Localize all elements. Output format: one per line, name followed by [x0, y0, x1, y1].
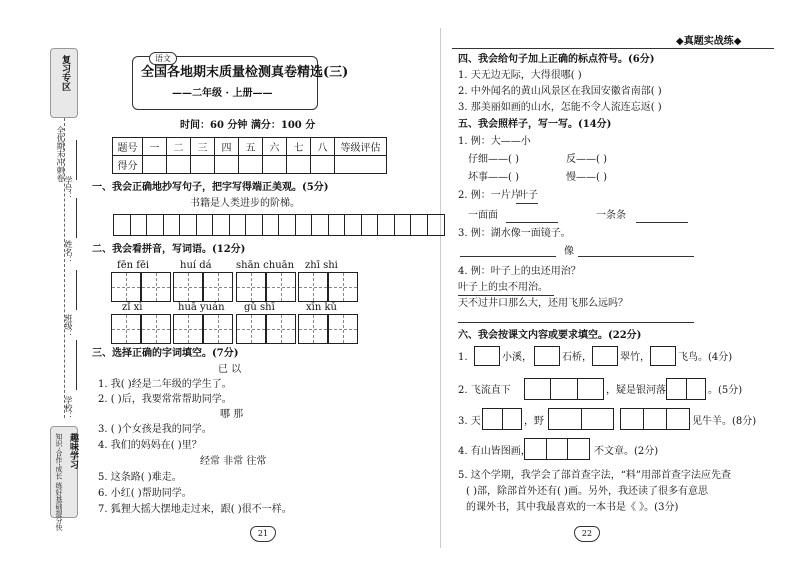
fill-text: 2. 飞流直下 [458, 385, 511, 396]
fill-box-group[interactable] [620, 408, 690, 430]
example-line: 3. 例：湖水像一面镜子。 [458, 228, 571, 239]
binding-cut-line [64, 118, 65, 418]
example-line: 1. 例：大——小 [458, 136, 531, 147]
fill-box-group[interactable] [548, 408, 614, 430]
antonym-item[interactable]: 反——( ) [566, 154, 607, 165]
fill-box[interactable] [650, 346, 676, 366]
measure-item: 一面面 [468, 210, 498, 221]
score-input[interactable] [311, 156, 335, 174]
header-tag: ◆真题实战练◆ [676, 36, 742, 47]
grade-subtitle: ——二年级 · 上册—— [172, 88, 273, 99]
tianzige-box[interactable] [203, 272, 233, 302]
page-number-right: 22 [574, 526, 600, 542]
field-line [76, 340, 77, 390]
q2-title: 二、我会看拼音，写词语。(12分) [92, 244, 246, 255]
fill-item[interactable]: 6. 小红( )帮助同学。 [98, 488, 192, 499]
antonym-item[interactable]: 坏事——( ) [468, 172, 519, 183]
score-value-row [113, 156, 387, 174]
fill-text: 飞鸟。(4分) [678, 352, 733, 363]
q5-title: 五、我会照样子，写一写。(14分) [458, 119, 612, 130]
fill-text[interactable]: ( )部，除部首外还有( )画。另外，我还读了很多有意思 [466, 486, 708, 497]
fill-text: 小溪， [502, 352, 532, 363]
example-underline [458, 295, 554, 296]
score-header-cell: 三 [191, 138, 215, 156]
pinyin-label: fēn fēi [117, 260, 150, 271]
score-header-cell: 二 [167, 138, 191, 156]
antonym-item[interactable]: 慢——( ) [566, 172, 607, 183]
punctuation-item[interactable]: 3. 那美丽如画的山水，怎能不令人流连忘返( ) [458, 102, 662, 113]
pinyin-label: gǔ shī [244, 302, 275, 313]
rewrite-question: 天不过井口那么大，还用飞那么远吗？ [458, 298, 628, 309]
tianzige-box[interactable] [111, 314, 141, 344]
word-choice-group: 已 以 [218, 364, 242, 375]
score-header-cell: 等级评估 [335, 138, 387, 156]
score-header-cell: 七 [287, 138, 311, 156]
measure-item: 一条条 [596, 210, 626, 221]
punctuation-item[interactable]: 1. 天无边无际，大得很哪( ) [458, 70, 582, 81]
tianzige-box[interactable] [266, 272, 296, 302]
simile-word: 像 [564, 246, 574, 257]
tianzige-box[interactable] [173, 314, 203, 344]
tianzige-box[interactable] [328, 272, 358, 302]
example-line: 4. 例：叶子上的虫还用治？ [458, 266, 581, 277]
score-input[interactable] [335, 156, 387, 174]
exam-meta: 时间：60 分钟 满分：100 分 [180, 120, 316, 131]
punctuation-item[interactable]: 2. 中外闻名的黄山风景区在我国安徽省南部( ) [458, 86, 662, 97]
score-input[interactable] [263, 156, 287, 174]
pinyin-label: shān chuān [236, 260, 295, 271]
tianzige-box[interactable] [141, 314, 171, 344]
binding-bottom-badge: 趣味学习 知识·合作·成长 练好基础提分快 [50, 426, 78, 518]
fill-text: 。(5分) [708, 385, 743, 396]
page-title: 全国各地期末质量检测真卷精选(三) [141, 65, 349, 80]
tianzige-box[interactable] [141, 272, 171, 302]
answer-line[interactable] [636, 222, 688, 223]
fill-box-group[interactable] [666, 378, 706, 400]
fill-box[interactable] [592, 346, 618, 366]
pinyin-label: zǐ xì [122, 302, 143, 313]
q4-title: 四、我会给句子加上正确的标点符号。(6分) [458, 54, 655, 65]
field-name: 姓名： [64, 240, 73, 264]
score-header-cell: 五 [239, 138, 263, 156]
field-class: 班级： [64, 314, 73, 338]
subject-badge: 语文 [149, 52, 177, 65]
q1-title: 一、我会正确地抄写句子，把字写得端正美观。(5分) [92, 182, 329, 193]
fill-text[interactable]: 的课外书，其中我最喜欢的一本书是《 》。(3分) [466, 502, 679, 513]
tianzige-box[interactable] [173, 272, 203, 302]
word-choice-group: 经常 非常 往常 [200, 456, 267, 467]
fill-text: ，野 [524, 416, 544, 427]
fill-box[interactable] [474, 346, 500, 366]
tianzige-box[interactable] [236, 272, 266, 302]
tianzige-box[interactable] [298, 314, 328, 344]
fill-box-group[interactable] [524, 438, 590, 460]
q6-title: 六、我会按课文内容或要求填空。(22分) [458, 330, 642, 341]
series-label: 全优期末冲刺卷 [56, 126, 65, 182]
score-input[interactable] [167, 156, 191, 174]
field-school: 学校： [64, 396, 73, 420]
example-answer: 叶子上的虫不用治。 [458, 282, 548, 293]
score-row-label: 得分 [113, 156, 143, 174]
field-student-id: 学号： [64, 176, 73, 200]
fill-text: 4. 有山皆图画， [458, 446, 531, 457]
tianzige-box[interactable] [111, 272, 141, 302]
antonym-item[interactable]: 仔细——( ) [468, 154, 519, 165]
example-word: 叶子 [518, 190, 538, 201]
fill-text: 不文章。(2分) [594, 446, 659, 457]
fill-box-group[interactable] [482, 408, 522, 430]
answer-line[interactable] [458, 322, 694, 323]
fill-item[interactable]: 4. 我们的妈妈在( )里？ [98, 440, 202, 451]
fill-item[interactable]: 7. 狐狸大摇大摆地走过来，跟( )很不一样。 [98, 504, 292, 515]
field-line [76, 198, 77, 238]
copy-writing-grid[interactable] [113, 214, 445, 236]
pinyin-label: xīn kǔ [306, 302, 337, 313]
pinyin-label: huā yuán [178, 302, 225, 313]
tianzige-box[interactable] [298, 272, 328, 302]
tianzige-box[interactable] [203, 314, 233, 344]
score-input[interactable] [143, 156, 167, 174]
fill-text: 5. 这个学期，我学会了部首查字法，“料”用部首查字法应先查 [458, 470, 731, 481]
q3-title: 三、选择正确的字词填空。(7分) [92, 348, 239, 359]
word-choice-group: 哪 那 [220, 409, 244, 420]
fill-box-group[interactable] [524, 378, 604, 400]
tianzige-box[interactable] [328, 314, 358, 344]
example-underline [516, 203, 538, 204]
score-header-cell: 一 [143, 138, 167, 156]
fill-item[interactable]: 3. ( )个女孩是我的同学。 [98, 424, 212, 435]
field-line [76, 140, 77, 180]
page-number-left: 21 [250, 526, 276, 542]
pinyin-label: huí dá [180, 260, 212, 271]
fill-text: 见牛羊。(8分) [692, 416, 757, 427]
fill-text: 3. 天 [458, 416, 481, 427]
score-header-cell: 八 [311, 138, 335, 156]
score-header-cell: 题号 [113, 138, 143, 156]
answer-line[interactable] [460, 256, 556, 257]
pinyin-label: zhī shi [305, 260, 338, 271]
score-input[interactable] [215, 156, 239, 174]
score-input[interactable] [239, 156, 263, 174]
score-header-cell: 六 [263, 138, 287, 156]
example-line: 2. 例：一片片 [458, 190, 521, 201]
score-header-row [113, 138, 387, 156]
header-rule [452, 48, 774, 49]
fill-item[interactable]: 5. 这条路( )难走。 [98, 472, 182, 483]
page-divider [440, 28, 441, 548]
fill-item[interactable]: 2. ( )后，我要常常帮助同学。 [98, 394, 232, 405]
score-table [112, 137, 387, 174]
fill-box[interactable] [534, 346, 560, 366]
fill-text: 翠竹， [620, 352, 650, 363]
score-input[interactable] [191, 156, 215, 174]
fill-text: 石桥， [562, 352, 592, 363]
tianzige-box[interactable] [236, 314, 266, 344]
tianzige-box[interactable] [266, 314, 296, 344]
answer-line[interactable] [506, 222, 558, 223]
fill-text: ，疑是银河落 [606, 385, 666, 396]
q1-sentence: 书籍是人类进步的阶梯。 [190, 198, 300, 209]
field-line [76, 270, 77, 310]
fill-text: 1. [458, 352, 468, 363]
score-input[interactable] [287, 156, 311, 174]
fill-item[interactable]: 1. 我( )经是二年级的学生了。 [98, 379, 232, 390]
answer-line[interactable] [578, 256, 694, 257]
binding-top-badge: 复习专区 [50, 48, 78, 118]
score-header-cell: 四 [215, 138, 239, 156]
